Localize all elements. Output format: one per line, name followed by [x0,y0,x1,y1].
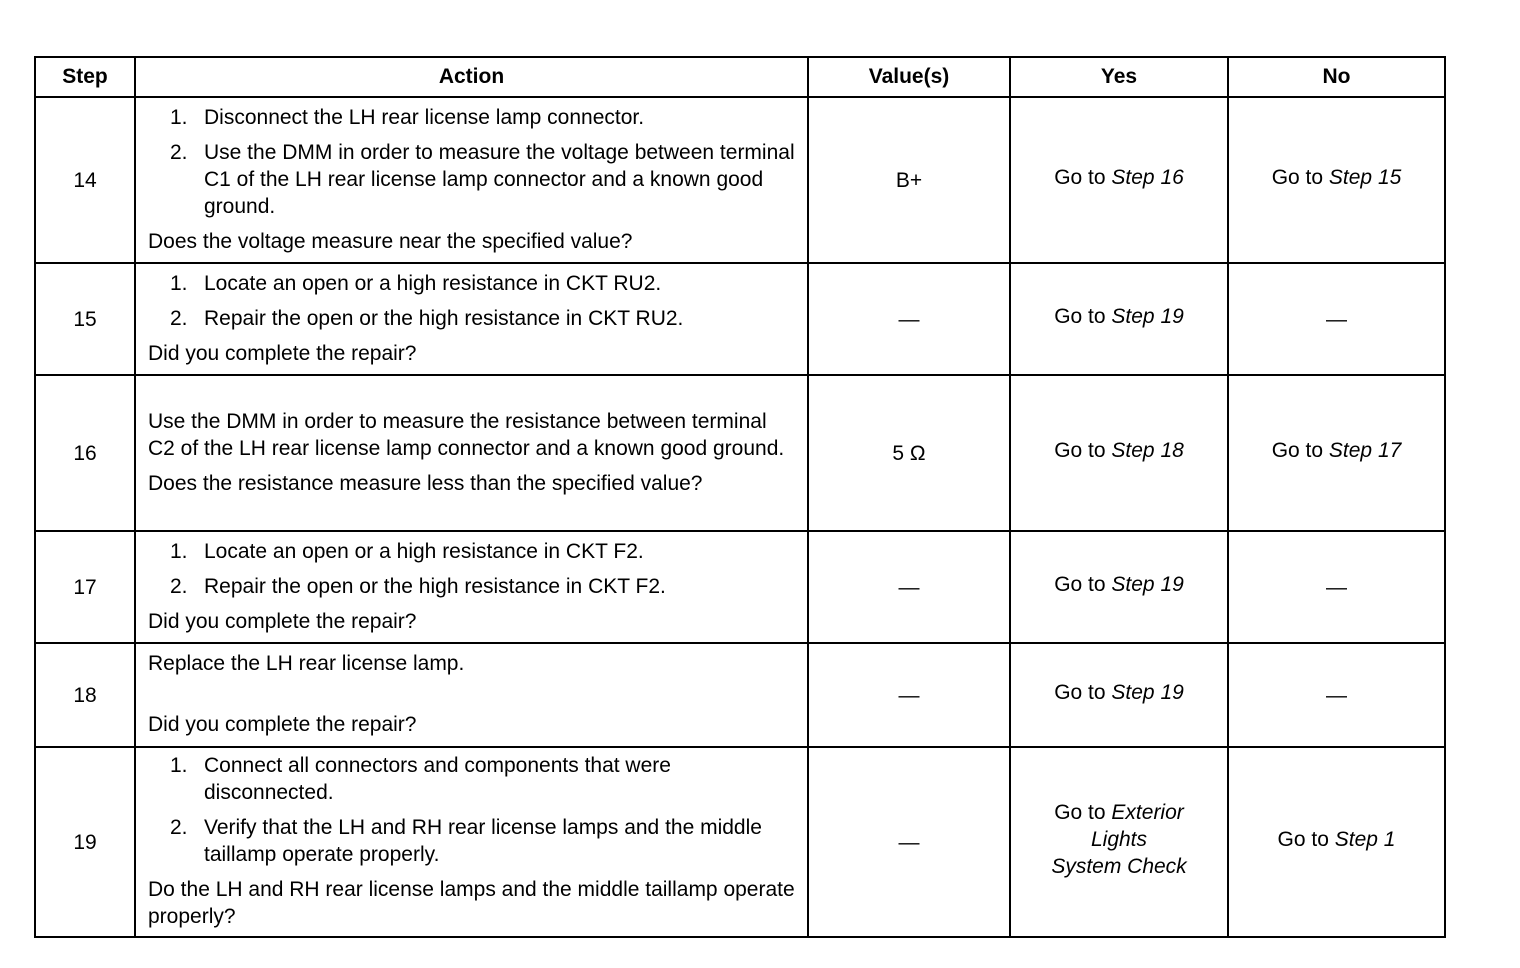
header-yes: Yes [1010,57,1228,97]
list-text: Repair the open or the high resistance in CKT RU2. [204,306,684,330]
list-item [170,305,795,332]
step-number: 16 [35,375,135,531]
table-row [35,263,1445,375]
action-text: Replace the LH rear license lamp. [148,652,465,675]
yes-cell [1010,97,1228,263]
goto-target: Step 15 [1328,166,1402,189]
yes-cell [1010,263,1228,375]
goto-target: System Check [1051,855,1187,878]
question-text: Did you complete the repair? [148,341,417,365]
list-item [170,139,795,220]
action-cell [135,643,808,747]
list-number: 1. [170,754,188,777]
list-text: Locate an open or a high resistance in CKT F2. [204,539,644,563]
header-no: No [1228,57,1445,97]
step-number: 18 [35,643,135,747]
list-number: 2. [170,816,188,839]
no-cell [1228,375,1445,531]
table-row [35,375,1445,531]
question-text: Did you complete the repair? [148,609,417,633]
header-step: Step [35,57,135,97]
question-text: Did you complete the repair? [148,713,417,736]
goto-prefix: Go to [1277,828,1329,851]
table-row [35,97,1445,263]
action-cell [135,531,808,643]
value-cell: B+ [808,97,1010,263]
question-text: Do the LH and RH rear license lamps and the middle taillamp operate properly? [148,878,795,928]
diagnostic-table [34,56,1446,938]
goto-prefix: Go to [1271,439,1324,462]
yes-cell [1010,375,1228,531]
goto-target: Exterior [1111,801,1184,824]
list-item [170,270,795,297]
list-text: Repair the open or the high resistance in CKT F2. [204,574,666,598]
goto-target: Step 17 [1328,439,1402,462]
step-number: 14 [35,97,135,263]
value-cell: — [808,263,1010,375]
yes-cell [1010,747,1228,937]
list-number: 1. [170,105,188,129]
step-number: 19 [35,747,135,937]
goto-block [1051,799,1186,880]
value-cell: — [808,643,1010,747]
value-cell: 5 Ω [808,375,1010,531]
list-number: 2. [170,574,188,598]
list-text: Verify that the LH and RH rear license lamps and the middle taillamp operate properly. [204,816,762,866]
goto-prefix: Go to [1054,439,1106,462]
goto-target: Step 19 [1111,305,1184,328]
goto-target: Step 1 [1334,828,1396,851]
action-list [148,752,795,868]
header-values: Value(s) [808,57,1010,97]
action-cell [135,97,808,263]
list-text: Disconnect the LH rear license lamp connector. [204,105,645,129]
no-cell: — [1228,643,1445,747]
goto-prefix: Go to [1271,166,1324,189]
action-list [148,104,795,220]
step-number: 17 [35,531,135,643]
goto-prefix: Go to [1054,166,1106,189]
spacer [148,685,795,711]
goto-target: Step 16 [1111,166,1184,189]
list-item [170,573,795,600]
list-item [170,752,795,806]
yes-cell [1010,531,1228,643]
list-number: 1. [170,271,188,295]
action-text: Use the DMM in order to measure the resistance between terminal C2 of the LH rear license lamp connector and a known good ground. [148,409,785,460]
yes-cell [1010,643,1228,747]
action-cell [135,747,808,937]
list-item [170,104,795,131]
list-number: 1. [170,539,188,563]
no-cell: — [1228,531,1445,643]
header-row [35,57,1445,97]
goto-prefix: Go to [1054,801,1106,824]
goto-prefix: Go to [1054,681,1106,704]
list-text: Connect all connectors and components that were disconnected. [204,754,671,804]
question-text: Does the voltage measure near the specified value? [148,229,633,253]
list-number: 2. [170,140,188,164]
value-cell: — [808,531,1010,643]
goto-target: Step 19 [1111,681,1184,704]
list-number: 2. [170,306,188,330]
action-cell [135,375,808,531]
header-action: Action [135,57,808,97]
table-row [35,643,1445,747]
value-cell: — [808,747,1010,937]
step-number: 15 [35,263,135,375]
action-cell [135,263,808,375]
table-row [35,531,1445,643]
table-row [35,747,1445,937]
no-cell: — [1228,263,1445,375]
action-list [148,538,795,600]
goto-prefix: Go to [1054,573,1106,596]
no-cell [1228,747,1445,937]
goto-target: Lights [1090,828,1148,851]
goto-target: Step 19 [1111,573,1184,596]
goto-prefix: Go to [1054,305,1106,328]
question-text: Does the resistance measure less than the specified value? [148,471,703,495]
list-item [170,814,795,868]
list-item [170,538,795,565]
no-cell [1228,97,1445,263]
list-text: Use the DMM in order to measure the voltage between terminal C1 of the LH rear license lamp connector and a known good ground. [204,140,795,218]
goto-target: Step 18 [1111,439,1184,462]
action-list [148,270,795,332]
list-text: Locate an open or a high resistance in CKT RU2. [204,271,662,295]
